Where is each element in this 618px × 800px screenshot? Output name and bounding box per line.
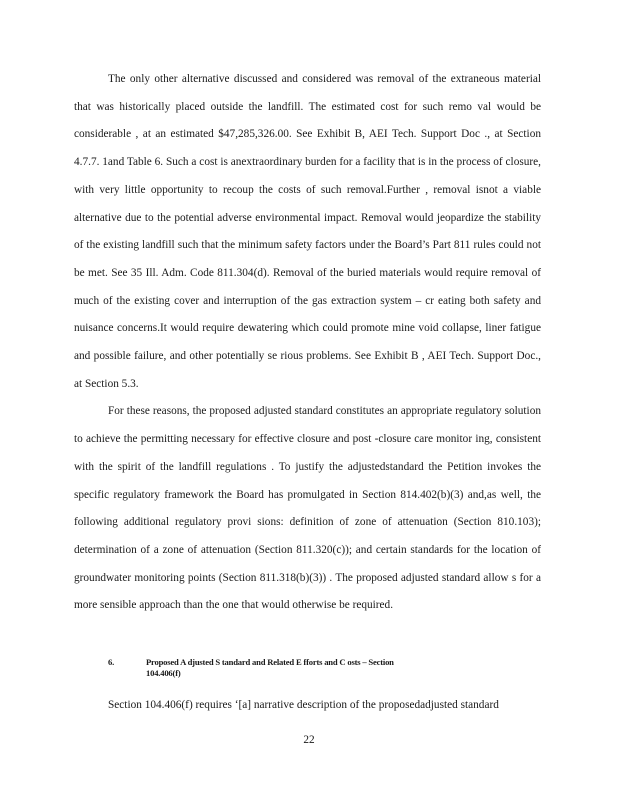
section-heading <box>108 657 508 679</box>
paragraph-removal-alternative: The only other alternative discussed and considered was removal of the extraneous material that was historically placed outside the landfill. The estimated cost for such remo val would be considerable , at an estimated $47,285,326.00. See Exhibit B, AEI Tech. Support Doc ., at Section 4.7.7. 1and Table 6. Such a cost is anextraordinary burden for a facility that is in the process of closure, with very little opportunity to recoup the costs of such removal.Further , removal isnot a viable alternative due to the potential adverse environmental impact. Removal would jeopardize the stability of the existing landfill such that the minimum safety factors under the Board’s Part 811 rules could not be met. See 35 Ill. Adm. Code 811.304(d). Removal of the buried materials would require removal of much of the existing cover and interruption of the gas extraction system – cr eating both safety and nuisance concerns.It would require dewatering which could promote mine void collapse, liner fatigue and possible failure, and other potentially se rious problems. See Exhibit B , AEI Tech. Support Doc., at Section 5.3. <box>74 73 541 390</box>
section-subtitle: 104.406(f) <box>146 668 181 678</box>
section-number: 6. <box>108 657 115 667</box>
paragraph-reasons: For these reasons, the proposed adjusted standard constitutes an appropriate regulatory solution to achieve the permitting necessary for effective closure and post -closure care monitor ing, consistent with the spirit of the landfill regulations . To justify the adjustedstandard the Petition invokes the specific regulatory framework the Board has promulgated in Section 814.402(b)(3) and,as well, the following additional regulatory provi sions: definition of zone of attenuation (Section 810.103); determination of a zone of attenuation (Section 811.320(c)); and certain standards for the location of groundwater monitoring points (Section 811.318(b)(3)) . The proposed adjusted standard allow s for a more sensible approach than the one that would otherwise be required. <box>74 405 541 612</box>
page-number: 22 <box>303 734 315 746</box>
paragraph-section-104-406f: Section 104.406(f) requires ‘[a] narrative description of the proposedadjusted standard <box>108 699 499 711</box>
body-text <box>74 66 541 620</box>
section-title: Proposed A djusted S tandard and Related E fforts and C osts – Section <box>146 657 394 667</box>
